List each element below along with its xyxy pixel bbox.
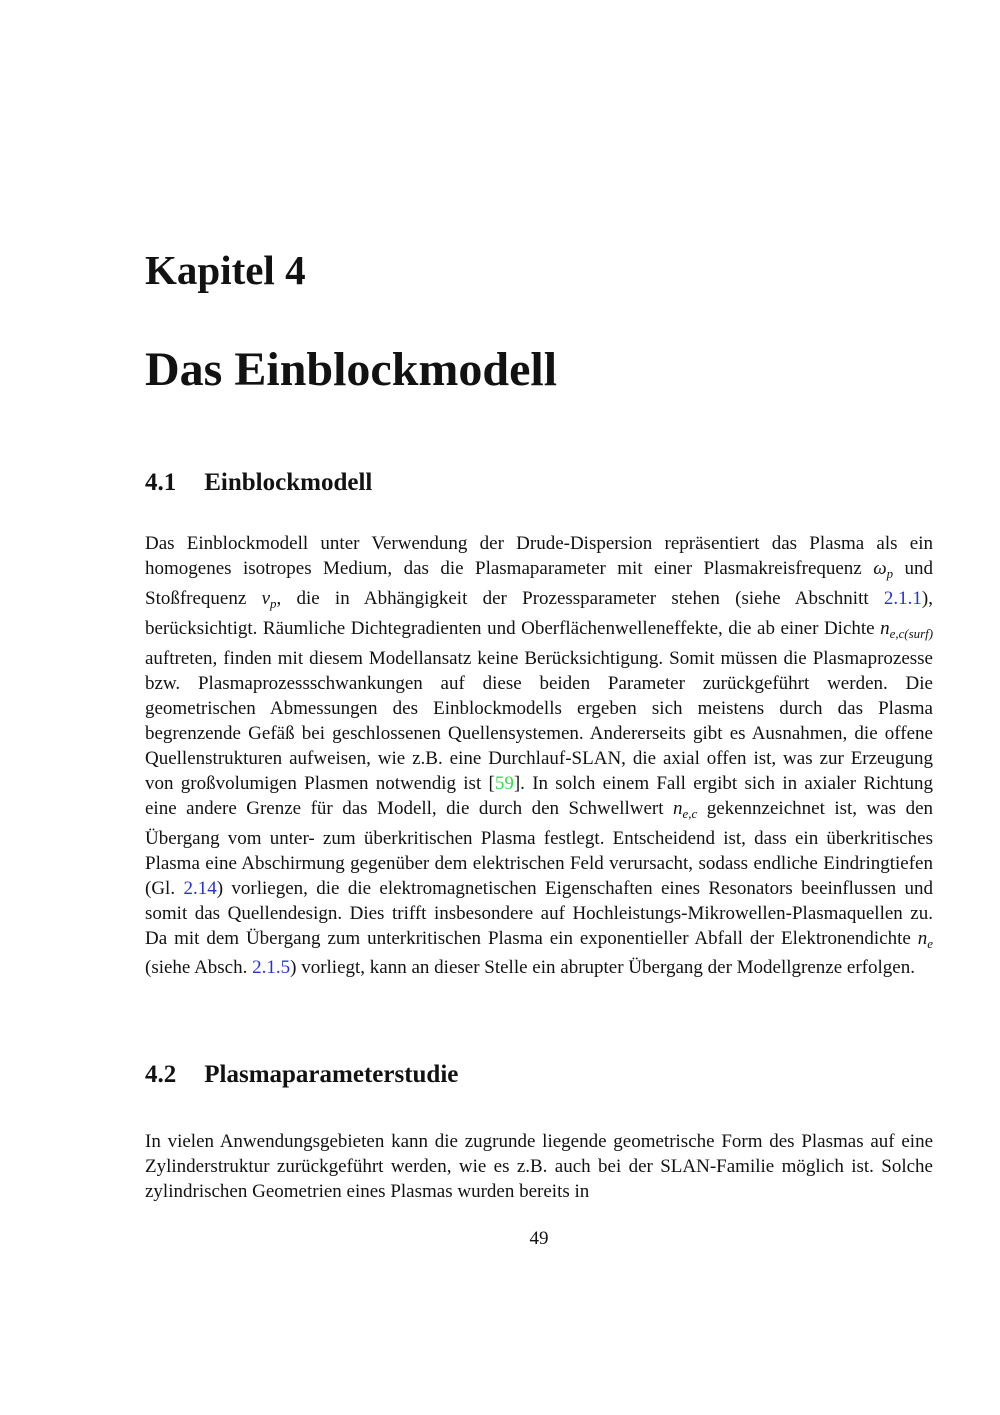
section-title: Einblockmodell xyxy=(204,469,373,496)
paragraph-plasmaparameterstudie xyxy=(145,1129,933,1204)
section-title: Plasmaparameterstudie xyxy=(204,1061,459,1088)
text-segment: gekennzeichnet ist, was den Übergang vom unter- zum überkritischen Plasma festlegt. Entscheidend ist, dass ein überkritisches Plasma eine Abschirmung gegenüber dem elektrischen Feld verursacht, sodass endliche Eindringtiefen (Gl. xyxy=(145,797,933,899)
paragraph-einblockmodell xyxy=(145,531,933,980)
math-symbol: n xyxy=(917,927,928,949)
math-symbol: ν xyxy=(261,587,270,609)
math-symbol: e xyxy=(927,935,933,951)
text-segment: (siehe Absch. xyxy=(145,957,253,979)
math-symbol: p xyxy=(270,595,277,611)
math-symbol: p xyxy=(886,565,894,581)
text-segment: In vielen Anwendungsgebieten kann die zugrunde liegende geometrische Form des Plasmas auf eine Zylinderstruktur zurückgeführt werden, wie es z.B. auch bei der SLAN-Familie möglich ist. Solche zylindrischen Geometrien eines Plasmas wurden bereits in xyxy=(145,1131,933,1202)
text-segment: , die in Abhängigkeit der Prozessparameter stehen (siehe Abschnitt xyxy=(276,587,884,609)
section-heading-4-1 xyxy=(145,469,933,498)
math-symbol: e,c xyxy=(682,805,698,821)
math-symbol: n xyxy=(880,617,890,639)
ref-link[interactable]: 2.14 xyxy=(183,877,217,899)
section-number: 4.2 xyxy=(145,1061,177,1088)
chapter-title: Das Einblockmodell xyxy=(145,343,558,396)
text-segment: auftreten, finden mit diesem Modellansatz keine Berücksichtigung. Somit müssen die Plasmaprozesse bzw. Plasmaprozessschwankungen auf diese beiden Parameter zurückgeführt werden. Die geometrischen Abmessungen des Einblockmodells ergeben sich meistens durch das Plasma begrenzende Gefäß bei geschlossenen Quellensystemen. Andererseits gibt es Ausnahmen, die offene Quellenstrukturen aufweisen, wie z.B. eine Durchlauf-SLAN, die axial offen ist, was zur Erzeugung von großvolumigen Plasmen notwendig ist [ xyxy=(145,647,933,794)
citation-link[interactable]: 59 xyxy=(494,772,514,794)
text-segment: ) vorliegen, die die elektromagnetischen Eigenschaften eines Resonators beeinflussen und somit das Quellendesign. Dies trifft insbesondere auf Hochleistungs-Mikrowellen-Plasmaquellen zu. Da mit dem Übergang zum unterkritischen Plasma ein exponentieller Abfall der Elektronendichte xyxy=(145,877,934,949)
text-segment: ), berücksichtigt. Räumliche Dichtegradienten und Oberflächenwelleneffekte, die ab einer Dichte xyxy=(145,587,933,639)
ref-link[interactable]: 2.1.1 xyxy=(883,587,922,609)
chapter-label: Kapitel 4 xyxy=(145,247,306,293)
ref-link[interactable]: 2.1.5 xyxy=(252,957,291,979)
section-number: 4.1 xyxy=(145,469,177,496)
math-symbol: n xyxy=(673,797,683,819)
math-symbol: ω xyxy=(873,558,887,579)
text-segment: ]. In solch einem Fall ergibt sich in axialer Richtung eine andere Grenze für das Modell, die durch den Schwellwert xyxy=(145,772,933,819)
math-symbol: e,c(surf) xyxy=(889,625,933,641)
text-segment: ) vorliegt, kann an dieser Stelle ein abrupter Übergang der Modellgrenze erfolgen. xyxy=(290,957,915,979)
section-heading-4-2 xyxy=(145,1061,933,1090)
text-segment: Das Einblockmodell unter Verwendung der Drude-Dispersion repräsentiert das Plasma als ein homogenes isotropes Medium, das die Plasmaparameter mit einer Plasmakreisfrequenz xyxy=(145,533,933,579)
text-segment: und Stoßfrequenz xyxy=(145,558,934,609)
page-number: 49 xyxy=(529,1228,549,1249)
